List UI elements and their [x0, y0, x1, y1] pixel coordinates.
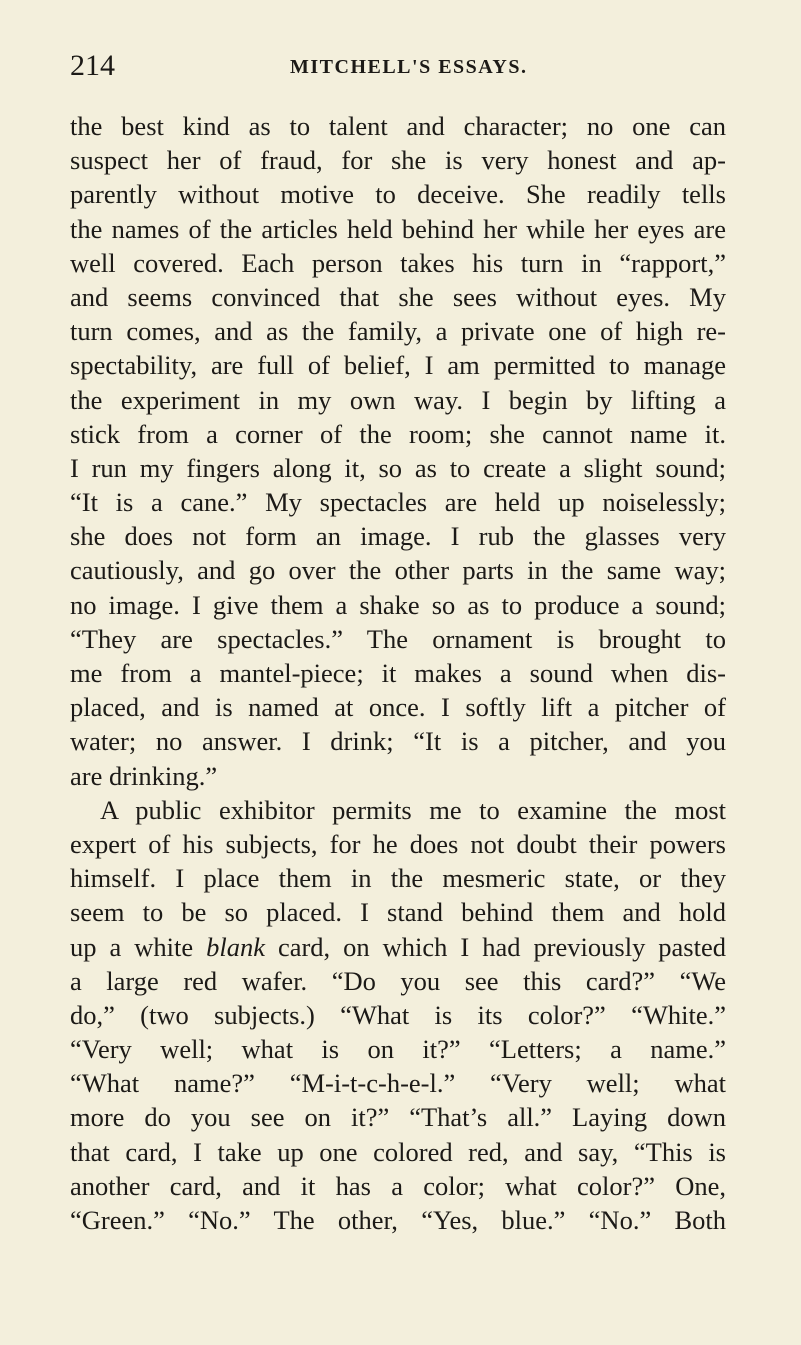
text-line: the experiment in my own way. I begin by lifting a [70, 384, 726, 415]
text-line: suspect her of fraud, for she is very honest and ap- [70, 145, 726, 176]
text-line: me from a mantel-piece; it makes a sound when dis- [70, 658, 726, 688]
text-line: seem to be so placed. I stand behind them and hold [70, 897, 726, 928]
text-line: cautiously, and go over the other parts in the same way; [70, 555, 726, 586]
text-line: more do you see on it?” “That’s all.” Laying down [70, 1102, 726, 1133]
text-line: expert of his subjects, for he does not doubt their powers [70, 828, 726, 859]
text-line: the names of the articles held behind her while her eyes are [70, 213, 726, 244]
page-number: 214 [70, 49, 115, 82]
text-line-mixed [70, 930, 726, 964]
text-line: stick from a corner of the room; she cannot name it. [70, 418, 726, 449]
text-line: a large red wafer. “Do you see this card?” “We [70, 965, 726, 996]
paragraph-start-line: A public exhibitor permits me to examine the most [100, 794, 726, 825]
text-line: I run my fingers along it, so as to create a slight sound; [70, 452, 726, 483]
text-line: “What name?” “M-i-t-c-h-e-l.” “Very well; what [70, 1068, 726, 1099]
text-fragment: card, on which I had previously pasted [277, 931, 726, 962]
text-line: another card, and it has a color; what color?” One, [70, 1170, 726, 1201]
running-head: MITCHELL'S ESSAYS. [290, 56, 528, 78]
text-line: and seems convinced that she sees without eyes. My [70, 281, 726, 312]
text-line: that card, I take up one colored red, and say, “This is [70, 1136, 726, 1167]
italic-word: blank [206, 931, 265, 962]
text-line: spectability, are full of belief, I am permitted to manage [70, 350, 726, 381]
text-line: parently without motive to deceive. She readily tells [70, 179, 726, 210]
text-line: she does not form an image. I rub the glasses very [70, 521, 726, 552]
body-text [70, 109, 726, 1237]
text-line: “Very well; what is on it?” “Letters; a name.” [70, 1034, 726, 1065]
text-line: himself. I place them in the mesmeric state, or they [70, 863, 726, 894]
text-line: water; no answer. I drink; “It is a pitcher, and you [70, 726, 726, 757]
text-line: do,” (two subjects.) “What is its color?” “White.” [70, 999, 726, 1030]
text-line: “It is a cane.” My spectacles are held up noiselessly; [70, 487, 726, 518]
text-line: “Green.” “No.” The other, “Yes, blue.” “No.” Both [70, 1205, 726, 1235]
text-line: are drinking.” [70, 760, 218, 791]
text-line: well covered. Each person takes his turn in “rapport,” [70, 247, 726, 278]
text-line: “They are spectacles.” The ornament is brought to [70, 623, 726, 654]
text-line: no image. I give them a shake so as to produce a sound; [70, 589, 726, 620]
text-fragment: up a white [70, 931, 194, 962]
text-line: the best kind as to talent and character; no one can [70, 111, 726, 141]
text-line: placed, and is named at once. I softly lift a pitcher of [70, 692, 726, 723]
page-header [70, 48, 720, 88]
text-line: turn comes, and as the family, a private one of high re- [70, 316, 726, 347]
